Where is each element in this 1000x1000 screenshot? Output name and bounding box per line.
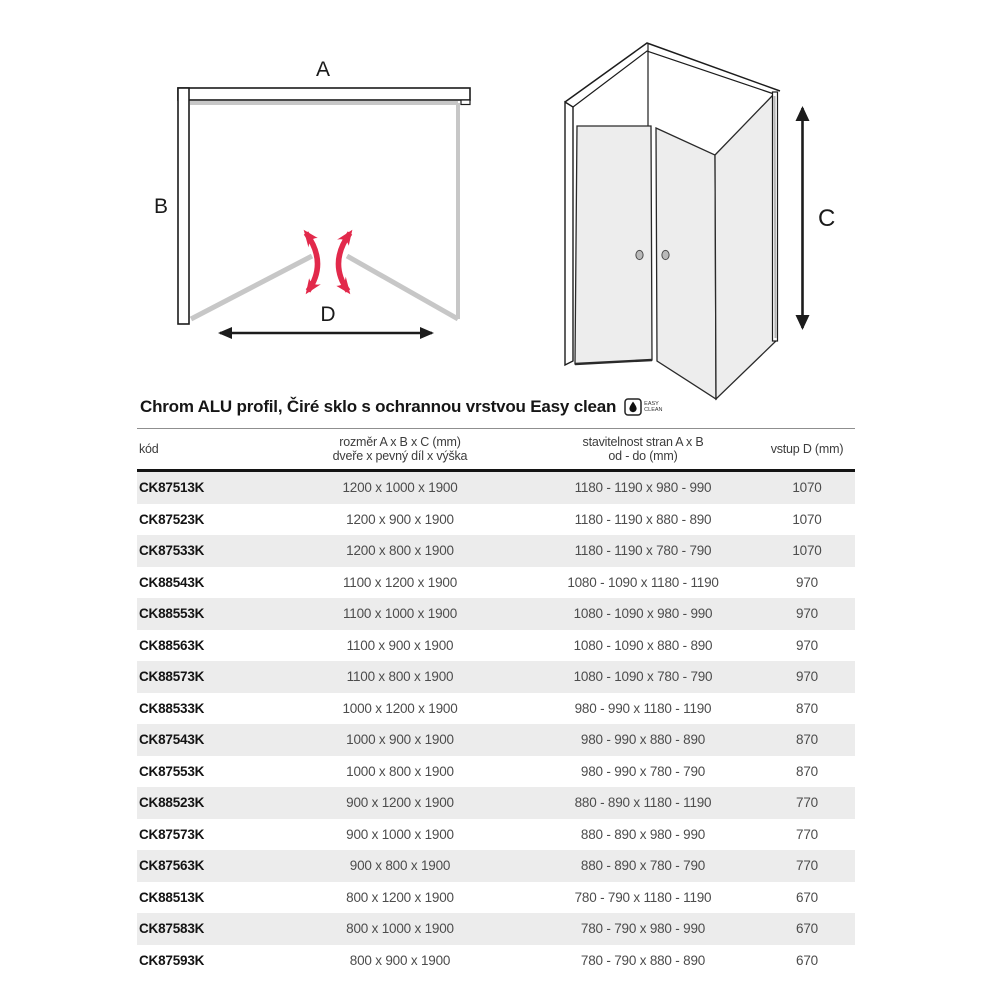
table-row [137, 945, 855, 977]
cell-vstup: 770 [796, 795, 818, 811]
dimension-label-b: B [153, 195, 169, 218]
cell-kod: CK87523K [139, 511, 205, 527]
cell-kod: CK87573K [139, 826, 205, 842]
table-header [137, 429, 855, 472]
table-row [137, 913, 855, 945]
water-drop-icon [624, 398, 642, 416]
cell-rozmer: 800 x 1200 x 1900 [346, 889, 454, 905]
cell-stavitelnost: 1080 - 1090 x 780 - 790 [573, 669, 713, 685]
cell-rozmer: 1100 x 1000 x 1900 [343, 606, 457, 622]
cell-stavitelnost: 1080 - 1090 x 1180 - 1190 [567, 574, 719, 590]
glass-door-left [575, 126, 652, 364]
section-title: Chrom ALU profil, Čiré sklo s ochrannou vrstvou Easy clean [140, 397, 617, 416]
cell-kod: CK88553K [139, 606, 205, 622]
easy-clean-badge [624, 398, 662, 416]
door-handle-icon [636, 250, 643, 259]
easy-clean-label [644, 401, 662, 413]
folding-door-left [191, 256, 312, 319]
cell-vstup: 1070 [792, 511, 822, 527]
cell-kod: CK88523K [139, 795, 205, 811]
table-row [137, 693, 855, 725]
cell-stavitelnost: 980 - 990 x 780 - 790 [580, 763, 706, 779]
cell-kod: CK87533K [139, 543, 205, 559]
cell-kod: CK88573K [139, 669, 205, 685]
column-header-kod [137, 429, 273, 469]
table-row [137, 756, 855, 788]
cell-stavitelnost: 1080 - 1090 x 980 - 990 [573, 606, 713, 622]
cell-vstup: 870 [796, 700, 818, 716]
top-view-diagram [140, 40, 500, 370]
table-row [137, 882, 855, 914]
cell-stavitelnost: 980 - 990 x 880 - 890 [580, 732, 706, 748]
column-header-text: od - do (mm) [608, 449, 678, 463]
cell-rozmer: 800 x 1000 x 1900 [346, 921, 454, 937]
table-row [137, 819, 855, 851]
column-header-rozmer [273, 429, 527, 469]
cell-stavitelnost: 1080 - 1090 x 880 - 890 [573, 637, 713, 653]
cell-rozmer: 900 x 1200 x 1900 [346, 795, 454, 811]
cell-rozmer: 900 x 800 x 1900 [349, 858, 451, 874]
fold-motion-arrows-icon [306, 233, 350, 291]
cell-rozmer: 1100 x 900 x 1900 [346, 637, 454, 653]
cell-rozmer: 1100 x 800 x 1900 [346, 669, 454, 685]
cell-rozmer: 800 x 900 x 1900 [349, 952, 451, 968]
cell-stavitelnost: 880 - 890 x 1180 - 1190 [574, 795, 712, 811]
column-header-text: rozměr A x B x C (mm) [339, 435, 461, 449]
glass-door-fold-front [656, 128, 716, 399]
dimension-label-a: A [315, 58, 331, 81]
column-header-text: dveře x pevný díl x výška [332, 449, 468, 463]
cell-kod: CK88563K [139, 637, 205, 653]
table-row [137, 535, 855, 567]
cell-rozmer: 1200 x 900 x 1900 [346, 511, 454, 527]
cell-rozmer: 1200 x 800 x 1900 [346, 543, 454, 559]
cell-vstup: 670 [796, 952, 818, 968]
cell-rozmer: 1200 x 1000 x 1900 [342, 480, 458, 496]
right-wall-profile [773, 92, 778, 341]
cell-stavitelnost: 780 - 790 x 980 - 990 [580, 921, 706, 937]
cell-vstup: 870 [796, 732, 818, 748]
table-row [137, 567, 855, 599]
cell-stavitelnost: 880 - 890 x 780 - 790 [580, 858, 706, 874]
spec-table [137, 428, 855, 976]
section-title-row [140, 397, 663, 417]
glass-door-fold-back [715, 95, 777, 399]
dimension-label-c: C [818, 205, 836, 232]
table-row [137, 724, 855, 756]
column-header-text: vstup D (mm) [770, 442, 844, 456]
cell-kod: CK88513K [139, 889, 205, 905]
table-row [137, 787, 855, 819]
table-row [137, 850, 855, 882]
frame-top-rails [565, 43, 780, 126]
cell-kod: CK87513K [139, 480, 205, 496]
table-body [137, 472, 855, 976]
dimension-label-d: D [320, 303, 336, 326]
column-header-text: stavitelnost stran A x B [582, 435, 704, 449]
folding-door-right [347, 256, 458, 319]
cell-rozmer: 1000 x 900 x 1900 [346, 732, 454, 748]
wall-profile-b [178, 88, 189, 324]
cell-vstup: 670 [796, 921, 818, 937]
easy-clean-line2: CLEAN [644, 407, 663, 413]
cell-vstup: 670 [796, 889, 818, 905]
cell-vstup: 1070 [792, 543, 822, 559]
cell-kod: CK87543K [139, 732, 205, 748]
cell-vstup: 770 [796, 858, 818, 874]
cell-kod: CK88533K [139, 700, 205, 716]
door-handle-icon [662, 250, 669, 259]
wall-profile-a-end [461, 100, 470, 105]
wall-profile-a [178, 88, 470, 100]
cell-stavitelnost: 780 - 790 x 880 - 890 [580, 952, 706, 968]
cell-stavitelnost: 780 - 790 x 1180 - 1190 [574, 889, 712, 905]
cell-stavitelnost: 980 - 990 x 1180 - 1190 [574, 700, 712, 716]
cell-stavitelnost: 1180 - 1190 x 880 - 890 [574, 511, 712, 527]
cell-stavitelnost: 880 - 890 x 980 - 990 [580, 826, 706, 842]
column-header-vstup [759, 429, 855, 469]
column-header-stavitelnost [527, 429, 759, 469]
table-row [137, 504, 855, 536]
cell-vstup: 870 [796, 763, 818, 779]
cell-vstup: 770 [796, 826, 818, 842]
cell-rozmer: 1000 x 800 x 1900 [346, 763, 454, 779]
table-row [137, 472, 855, 504]
cell-vstup: 970 [796, 606, 818, 622]
table-row [137, 630, 855, 662]
left-wall-profile [565, 102, 573, 365]
table-row [137, 598, 855, 630]
table-row [137, 661, 855, 693]
cell-kod: CK87583K [139, 921, 205, 937]
cell-vstup: 970 [796, 637, 818, 653]
cell-kod: CK87593K [139, 952, 205, 968]
column-header-text: kód [139, 442, 159, 456]
cell-vstup: 970 [796, 574, 818, 590]
cell-kod: CK87563K [139, 858, 205, 874]
easy-clean-line1: EASY [644, 401, 659, 407]
cell-rozmer: 900 x 1000 x 1900 [346, 826, 454, 842]
cell-vstup: 970 [796, 669, 818, 685]
cell-stavitelnost: 1180 - 1190 x 980 - 990 [574, 480, 712, 496]
cell-rozmer: 1100 x 1200 x 1900 [343, 574, 457, 590]
cell-rozmer: 1000 x 1200 x 1900 [342, 700, 458, 716]
cell-stavitelnost: 1180 - 1190 x 780 - 790 [574, 543, 712, 559]
cell-kod: CK88543K [139, 574, 205, 590]
cell-kod: CK87553K [139, 763, 205, 779]
cell-vstup: 1070 [792, 480, 822, 496]
iso-view-diagram [550, 30, 850, 405]
